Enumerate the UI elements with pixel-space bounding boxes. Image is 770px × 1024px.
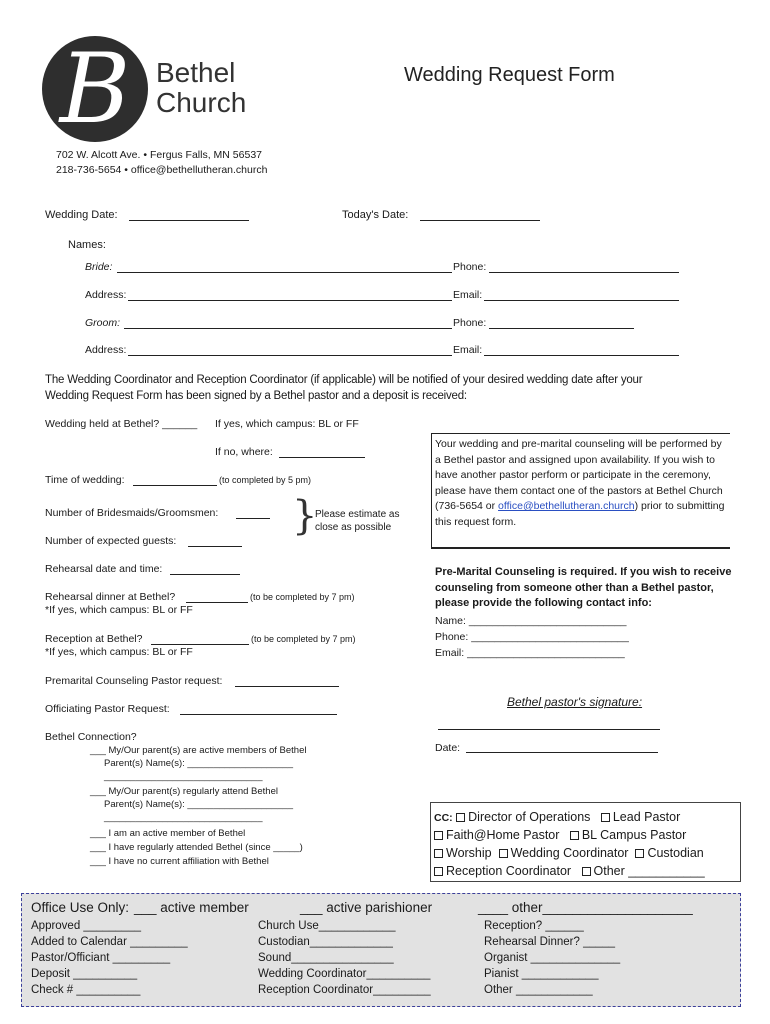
dinner-field[interactable] (186, 602, 248, 603)
notice-line2: Wedding Request Form has been signed by a Bethel pastor and a deposit is received: (45, 390, 467, 402)
dinner-note: (to be completed by 7 pm) (250, 592, 355, 602)
checkbox-wedding-coordinator[interactable] (499, 849, 508, 858)
checkbox-lead-pastor[interactable] (601, 813, 610, 822)
church-contact: 218-736-5654 • office@bethellutheran.church (56, 164, 268, 176)
pastor-info-body: Your wedding and pre-marital counseling will be performed by a Bethel pastor and assigned upon availability. If you wish to have another pastor perform or participate in the ceremony, please have them contact one of the pastors at Bethel Church (736-5654 or (435, 438, 723, 512)
office-approved[interactable]: Approved _________ (31, 920, 141, 932)
time-of-wedding-field[interactable] (133, 485, 217, 486)
cc-other: Other ___________ (593, 864, 705, 878)
wedding-date-field[interactable] (129, 220, 249, 221)
officiating-label: Officiating Pastor Request: (45, 703, 170, 715)
cc-row-1 (434, 810, 680, 826)
todays-date-field[interactable] (420, 220, 540, 221)
office-added-calendar[interactable]: Added to Calendar _________ (31, 936, 188, 948)
cc-reception-coordinator: Reception Coordinator (446, 864, 572, 878)
office-rehearsal-dinner[interactable]: Rehearsal Dinner? _____ (484, 936, 616, 948)
connection-option-1[interactable]: ___ My/Our parent(s) are active members of Bethel (90, 745, 307, 756)
cc-faith-home-pastor: Faith@Home Pastor (446, 828, 560, 842)
office-church-use[interactable]: Church Use____________ (258, 920, 396, 932)
bethel-logo (42, 33, 148, 145)
office-other-staff[interactable]: Other ____________ (484, 984, 593, 996)
office-col-3 (484, 918, 620, 998)
rehearsal-field[interactable] (170, 574, 240, 575)
notice-line1: The Wedding Coordinator and Reception Coordinator (if applicable) will be notified of your desired wedding date after your (45, 374, 643, 386)
dinner-campus-options: BL or FF (152, 604, 193, 616)
checkbox-faith-home-pastor[interactable] (434, 831, 443, 840)
office-check-number[interactable]: Check # __________ (31, 984, 141, 996)
names-heading: Names: (68, 239, 106, 251)
connection-option-1-line2[interactable]: ______________________________ (104, 771, 263, 782)
office-active-parishioner[interactable]: ___ active parishioner (300, 900, 433, 915)
groom-phone-field[interactable] (489, 328, 634, 329)
church-address: 702 W. Alcott Ave. • Fergus Falls, MN 56537 (56, 149, 262, 161)
signature-date-label: Date: (435, 742, 461, 754)
guests-field[interactable] (188, 546, 242, 547)
time-note: (to completed by 5 pm) (219, 475, 312, 485)
no-where-label: If no, where: (215, 446, 273, 458)
connection-option-5[interactable]: ___ I have no current affiliation with Bethel (90, 856, 269, 867)
estimate-note: Please estimate as close as possible (315, 509, 400, 533)
office-deposit[interactable]: Deposit __________ (31, 968, 138, 980)
cc-label: CC: (434, 812, 453, 824)
bridesmaids-label: Number of Bridesmaids/Groomsmen: (45, 507, 219, 519)
cc-row-2 (434, 828, 686, 843)
office-other[interactable]: ____ other____________________ (478, 900, 693, 915)
pastor-info-text (435, 437, 727, 530)
office-reception[interactable]: Reception? ______ (484, 920, 584, 932)
logo-letter: B (59, 33, 131, 145)
bride-phone-label: Phone: (453, 261, 487, 273)
counselor-email-field[interactable]: Email: ___________________________ (435, 647, 625, 659)
bridesmaids-field[interactable] (236, 518, 270, 519)
counselor-name-field[interactable]: Name: ___________________________ (435, 615, 627, 627)
groom-email-label: Email: (453, 344, 483, 356)
premarital-heading: Pre-Marital Counseling is required. If you wish to receive counseling from someone other than a Bethel pastor, please provide the following contact info: (435, 566, 732, 609)
checkbox-other[interactable] (582, 867, 591, 876)
cc-worship: Worship (446, 846, 492, 860)
dinner-campus (45, 604, 193, 617)
bride-name-field[interactable] (117, 272, 452, 273)
campus-question (215, 418, 359, 431)
checkbox-director-operations[interactable] (456, 813, 465, 822)
reception-note: (to be completed by 7 pm) (251, 634, 356, 644)
guests-label: Number of expected guests: (45, 535, 177, 547)
pastor-info-end: ) prior to submitting this request form. (435, 500, 725, 528)
reception-campus-question: *If yes, which campus: (45, 646, 150, 658)
connection-heading: Bethel Connection? (45, 731, 137, 743)
reception-campus-options: BL or FF (152, 646, 193, 658)
connection-option-1-names[interactable]: Parent(s) Name(s): ____________________ (104, 758, 294, 769)
groom-email-field[interactable] (484, 355, 679, 356)
office-col-1 (31, 918, 188, 998)
groom-label: Groom: (85, 317, 121, 329)
groom-name-field[interactable] (124, 328, 452, 329)
signature-field[interactable] (438, 729, 660, 730)
connection-option-2-names[interactable]: Parent(s) Name(s): ____________________ (104, 799, 294, 810)
campus-options: BL or FF (318, 418, 359, 430)
office-pianist[interactable]: Pianist ____________ (484, 968, 599, 980)
brand-name-line1: Bethel (156, 57, 236, 88)
reception-campus (45, 646, 193, 659)
office-reception-coordinator[interactable]: Reception Coordinator_________ (258, 984, 431, 996)
officiating-field[interactable] (180, 714, 337, 715)
time-of-wedding-label: Time of wedding: (45, 474, 125, 486)
counselor-phone-field[interactable]: Phone: ___________________________ (435, 631, 629, 643)
connection-option-2[interactable]: ___ My/Our parent(s) regularly attend Bethel (90, 786, 278, 797)
brand-name-line2: Church (156, 87, 247, 118)
office-col-2 (258, 918, 431, 998)
bride-phone-field[interactable] (489, 272, 679, 273)
office-email-link[interactable]: office@bethellutheran.church (498, 500, 635, 512)
bride-email-label: Email: (453, 289, 483, 301)
groom-phone-label: Phone: (453, 317, 487, 329)
cc-wedding-coordinator: Wedding Coordinator (510, 846, 629, 860)
cc-lead-pastor: Lead Pastor (612, 810, 681, 824)
cc-bl-campus-pastor: BL Campus Pastor (581, 828, 687, 842)
premarital-pastor-label: Premarital Counseling Pastor request: (45, 675, 223, 687)
checkbox-custodian[interactable] (635, 849, 644, 858)
office-wedding-coordinator[interactable]: Wedding Coordinator__________ (258, 968, 431, 980)
checkbox-worship[interactable] (434, 849, 443, 858)
connection-option-3[interactable]: ___ I am an active member of Bethel (90, 828, 246, 839)
dinner-label: Rehearsal dinner at Bethel? (45, 591, 176, 603)
cc-row-4 (434, 864, 705, 879)
cc-row-3 (434, 846, 704, 861)
reception-field[interactable] (151, 644, 249, 645)
bride-address-label: Address: (85, 289, 127, 301)
bride-label: Bride: (85, 261, 113, 273)
office-custodian[interactable]: Custodian_____________ (258, 936, 393, 948)
cc-director-operations: Director of Operations (468, 810, 591, 824)
signature-label: Bethel pastor's signature: (507, 695, 643, 709)
brace-icon: } (292, 493, 318, 539)
groom-address-label: Address: (85, 344, 127, 356)
connection-option-2-line2[interactable]: ______________________________ (104, 812, 263, 823)
office-organist[interactable]: Organist ______________ (484, 952, 621, 964)
page-title: Wedding Request Form (404, 64, 615, 86)
office-sound[interactable]: Sound________________ (258, 952, 394, 964)
no-where-field[interactable] (279, 457, 365, 458)
todays-date-label: Today's Date: (342, 209, 409, 221)
rehearsal-label: Rehearsal date and time: (45, 563, 163, 575)
wedding-held-label: Wedding held at Bethel? ______ (45, 418, 198, 430)
reception-label: Reception at Bethel? (45, 633, 143, 645)
office-heading: Office Use Only: (31, 900, 130, 915)
wedding-date-label: Wedding Date: (45, 209, 118, 221)
premarital-pastor-field[interactable] (235, 686, 339, 687)
bride-email-field[interactable] (484, 300, 679, 301)
groom-address-field[interactable] (128, 355, 452, 356)
checkbox-bl-campus-pastor[interactable] (570, 831, 579, 840)
connection-option-4[interactable]: ___ I have regularly attended Bethel (since _____) (90, 842, 303, 853)
signature-date-field[interactable] (466, 752, 658, 753)
checkbox-reception-coordinator[interactable] (434, 867, 443, 876)
office-pastor-officiant[interactable]: Pastor/Officiant _________ (31, 952, 171, 964)
dinner-campus-question: *If yes, which campus: (45, 604, 150, 616)
cc-custodian: Custodian (647, 846, 704, 860)
campus-question-text: If yes, which campus: (215, 418, 316, 430)
office-active-member[interactable]: ___ active member (134, 900, 249, 915)
bride-address-field[interactable] (128, 300, 452, 301)
